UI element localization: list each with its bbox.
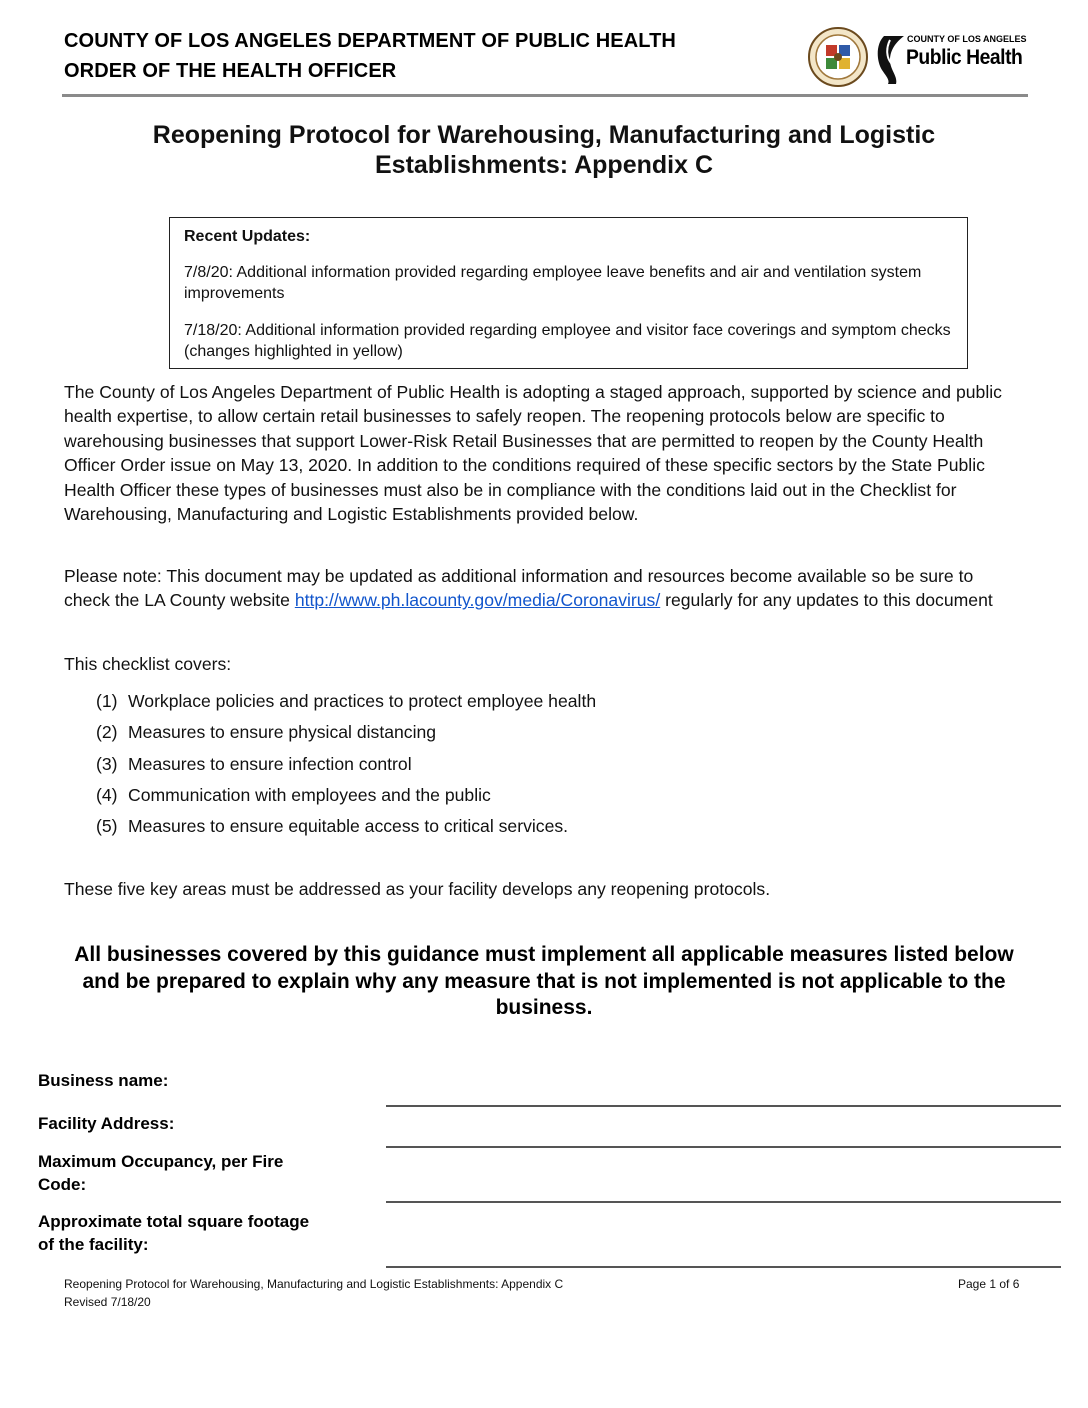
list-item: (1) Workplace policies and practices to protect employee health: [96, 691, 597, 711]
facility-address-label: Facility Address:: [38, 1114, 175, 1133]
max-occupancy-field[interactable]: [386, 1201, 1061, 1203]
logo-county-text: COUNTY OF LOS ANGELES: [907, 34, 1027, 44]
square-footage-field[interactable]: [386, 1266, 1061, 1268]
county-seal-icon: [808, 26, 868, 88]
business-name-field[interactable]: [386, 1105, 1061, 1107]
header-divider: [62, 94, 1028, 97]
square-footage-label: Approximate total square footage of the facility:: [38, 1212, 310, 1254]
intro-paragraph: The County of Los Angeles Department of Public Health is adopting a staged approach, supported by science and public health expertise, to allow certain retail businesses to safely reopen. The reopening protocols below are specific to warehousing businesses that support Lower-Risk Retail Businesses that are permitted to reopen by the County Health Officer Order issue on May 13, 2020. In addition to the conditions required of these specific sectors by the State Public Health Officer these types of businesses must also be in compliance with the conditions laid out in the Checklist for Warehousing, Manufacturing and Logistic Establishments provided below.: [64, 382, 1002, 525]
max-occupancy-label: Maximum Occupancy, per Fire Code:: [38, 1152, 284, 1194]
header-order: ORDER OF THE HEALTH OFFICER: [64, 60, 397, 82]
coronavirus-website-link[interactable]: http://www.ph.lacounty.gov/media/Coronavirus/: [294, 590, 661, 611]
document-title: [60, 120, 1028, 180]
title-line-1: Reopening Protocol for Warehousing, Manufacturing and Logistic: [152, 121, 936, 149]
update-item: 7/8/20: Additional information provided regarding employee leave benefits and air and ventilation system improvements: [184, 264, 922, 302]
key-areas-paragraph: These five key areas must be addressed as your facility develops any reopening protocols.: [64, 879, 771, 899]
title-line-2: Establishments: Appendix C: [374, 151, 713, 179]
header-department: COUNTY OF LOS ANGELES DEPARTMENT OF PUBLIC HEALTH: [64, 30, 676, 52]
facility-address-field[interactable]: [386, 1146, 1061, 1148]
list-item: (2) Measures to ensure physical distancing: [96, 722, 437, 742]
compliance-statement: All businesses covered by this guidance must implement all applicable measures listed below and be prepared to explain why any measure that is not implemented is not applicable to the business.: [74, 943, 1014, 1019]
recent-updates-heading: Recent Updates:: [184, 228, 311, 245]
logo-public-health-text: Public Health: [906, 46, 1023, 69]
footer-document-title: Reopening Protocol for Warehousing, Manufacturing and Logistic Establishments: Appendix C: [64, 1277, 564, 1291]
list-item: (4) Communication with employees and the public: [96, 785, 491, 805]
list-item: (3) Measures to ensure infection control: [96, 754, 412, 774]
business-name-label: Business name:: [38, 1071, 169, 1090]
update-item: 7/18/20: Additional information provided regarding employee and visitor face coverings and symptom checks (changes highlighted in yellow): [184, 322, 951, 360]
list-item: (5) Measures to ensure equitable access to critical services.: [96, 816, 569, 836]
checklist-intro: This checklist covers:: [64, 654, 232, 674]
note-text-end: regularly for any updates to this document: [660, 590, 993, 611]
note-text: Please note: This document may be updated as additional information and resources become available so be sure to check the LA County website: [64, 566, 974, 611]
note-paragraph: [64, 564, 1004, 613]
footer-page-number: Page 1 of 6: [958, 1277, 1020, 1291]
footer-revised-date: Revised 7/18/20: [64, 1295, 151, 1309]
